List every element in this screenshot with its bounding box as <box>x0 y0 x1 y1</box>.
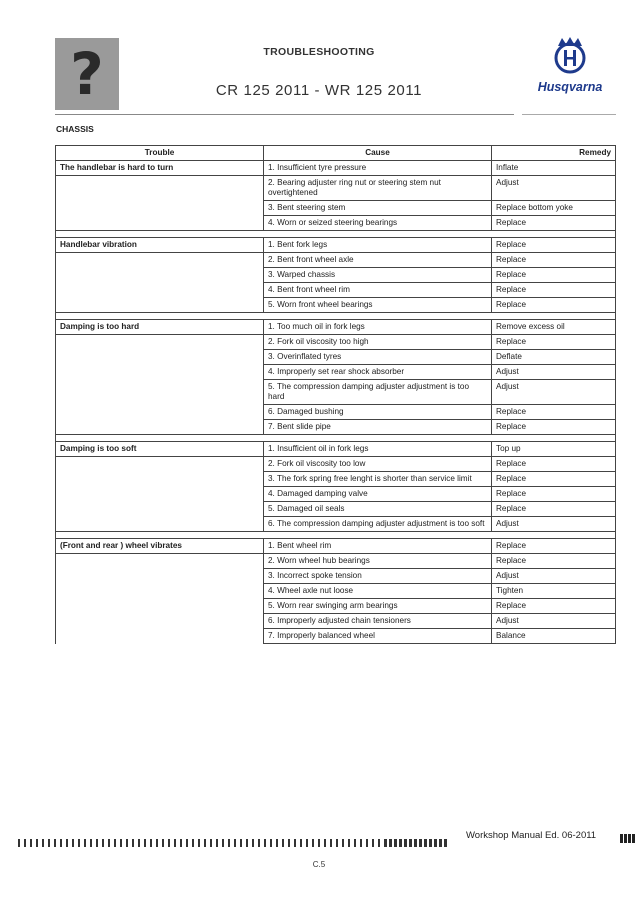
table-row <box>56 614 616 629</box>
trouble-cell <box>56 216 264 231</box>
cause-cell: 3. Overinflated tyres <box>264 350 492 365</box>
cause-cell: 4. Bent front wheel rim <box>264 283 492 298</box>
trouble-cell <box>56 614 264 629</box>
table-row <box>56 457 616 472</box>
trouble-cell <box>56 350 264 365</box>
troubleshooting-table <box>55 145 616 644</box>
trouble-cell: (Front and rear ) wheel vibrates <box>56 539 264 554</box>
remedy-cell: Replace <box>492 405 616 420</box>
table-body <box>56 161 616 644</box>
table-row <box>56 161 616 176</box>
trouble-cell <box>56 335 264 350</box>
cause-cell: 6. The compression damping adjuster adjustment is too soft <box>264 517 492 532</box>
trouble-cell: The handlebar is hard to turn <box>56 161 264 176</box>
cause-cell: 2. Bent front wheel axle <box>264 253 492 268</box>
trouble-cell <box>56 405 264 420</box>
remedy-cell: Adjust <box>492 569 616 584</box>
table-row <box>56 350 616 365</box>
cause-cell: 4. Worn or seized steering bearings <box>264 216 492 231</box>
remedy-cell: Replace <box>492 420 616 435</box>
cause-cell: 2. Fork oil viscosity too low <box>264 457 492 472</box>
cause-cell: 3. The fork spring free lenght is shorter than service limit <box>264 472 492 487</box>
trouble-cell <box>56 201 264 216</box>
cause-cell: 5. The compression damping adjuster adjustment is too hard <box>264 380 492 405</box>
cause-cell: 4. Damaged damping valve <box>264 487 492 502</box>
remedy-cell: Adjust <box>492 176 616 201</box>
table-row <box>56 487 616 502</box>
table-row <box>56 599 616 614</box>
header-remedy: Remedy <box>492 146 616 161</box>
trouble-cell <box>56 472 264 487</box>
trouble-cell <box>56 502 264 517</box>
cause-cell: 5. Worn front wheel bearings <box>264 298 492 313</box>
cause-cell: 5. Worn rear swinging arm bearings <box>264 599 492 614</box>
page-header-title: TROUBLESHOOTING <box>263 46 375 58</box>
remedy-cell: Replace <box>492 298 616 313</box>
table-row <box>56 216 616 231</box>
remedy-cell: Deflate <box>492 350 616 365</box>
cause-cell: 4. Improperly set rear shock absorber <box>264 365 492 380</box>
table-row <box>56 283 616 298</box>
trouble-cell <box>56 365 264 380</box>
remedy-cell: Adjust <box>492 380 616 405</box>
remedy-cell: Tighten <box>492 584 616 599</box>
trouble-cell <box>56 554 264 569</box>
remedy-cell: Replace <box>492 238 616 253</box>
remedy-cell: Replace <box>492 253 616 268</box>
table-row <box>56 365 616 380</box>
brand-name: Husqvarna <box>537 80 603 94</box>
table-row <box>56 201 616 216</box>
trouble-cell: Handlebar vibration <box>56 238 264 253</box>
header-divider-right <box>522 114 616 115</box>
remedy-cell: Replace <box>492 335 616 350</box>
table-row <box>56 472 616 487</box>
footer-manual: Workshop Manual Ed. 06-2011 <box>466 830 597 841</box>
trouble-cell <box>56 268 264 283</box>
remedy-cell: Adjust <box>492 517 616 532</box>
table-row <box>56 539 616 554</box>
table-row <box>56 335 616 350</box>
trouble-cell <box>56 253 264 268</box>
table-row <box>56 380 616 405</box>
cause-cell: 6. Damaged bushing <box>264 405 492 420</box>
cause-cell: 1. Insufficient tyre pressure <box>264 161 492 176</box>
table-row <box>56 176 616 201</box>
table-row <box>56 584 616 599</box>
header-cause: Cause <box>264 146 492 161</box>
remedy-cell: Replace <box>492 216 616 231</box>
cause-cell: 1. Bent fork legs <box>264 238 492 253</box>
remedy-cell: Adjust <box>492 365 616 380</box>
cause-cell: 2. Worn wheel hub bearings <box>264 554 492 569</box>
remedy-cell: Replace <box>492 539 616 554</box>
remedy-cell: Adjust <box>492 614 616 629</box>
remedy-cell: Replace bottom yoke <box>492 201 616 216</box>
table-row <box>56 238 616 253</box>
table-row <box>56 502 616 517</box>
table-row <box>56 420 616 435</box>
trouble-cell <box>56 176 264 201</box>
trouble-cell <box>56 283 264 298</box>
table-row <box>56 442 616 457</box>
model-title: CR 125 2011 - WR 125 2011 <box>215 82 423 99</box>
group-separator <box>56 231 616 238</box>
cause-cell: 4. Wheel axle nut loose <box>264 584 492 599</box>
trouble-cell: Damping is too hard <box>56 320 264 335</box>
remedy-cell: Remove excess oil <box>492 320 616 335</box>
table-row <box>56 298 616 313</box>
trouble-cell <box>56 629 264 644</box>
page-number: C.5 <box>312 860 326 869</box>
cause-cell: 2. Fork oil viscosity too high <box>264 335 492 350</box>
trouble-cell <box>56 584 264 599</box>
remedy-cell: Replace <box>492 472 616 487</box>
group-separator <box>56 313 616 320</box>
table-row <box>56 253 616 268</box>
group-separator <box>56 435 616 442</box>
trouble-cell <box>56 517 264 532</box>
trouble-cell <box>56 457 264 472</box>
remedy-cell: Balance <box>492 629 616 644</box>
remedy-cell: Replace <box>492 554 616 569</box>
trouble-cell <box>56 420 264 435</box>
table-row <box>56 629 616 644</box>
cause-cell: 2. Bearing adjuster ring nut or steering stem nut overtightened <box>264 176 492 201</box>
trouble-cell <box>56 380 264 405</box>
table-row <box>56 517 616 532</box>
group-separator <box>56 532 616 539</box>
cause-cell: 7. Bent slide pipe <box>264 420 492 435</box>
trouble-cell <box>56 569 264 584</box>
cause-cell: 6. Improperly adjusted chain tensioners <box>264 614 492 629</box>
cause-cell: 1. Insufficient oil in fork legs <box>264 442 492 457</box>
remedy-cell: Replace <box>492 457 616 472</box>
table-row <box>56 268 616 283</box>
footer-bar <box>18 829 458 839</box>
header-divider <box>55 114 514 115</box>
crown-h-icon <box>544 36 596 78</box>
cause-cell: 1. Too much oil in fork legs <box>264 320 492 335</box>
remedy-cell: Replace <box>492 268 616 283</box>
remedy-cell: Replace <box>492 502 616 517</box>
remedy-cell: Replace <box>492 283 616 298</box>
trouble-cell: Damping is too soft <box>56 442 264 457</box>
remedy-cell: Inflate <box>492 161 616 176</box>
cause-cell: 3. Bent steering stem <box>264 201 492 216</box>
question-mark-icon: ? <box>55 38 119 110</box>
table-row <box>56 320 616 335</box>
cause-cell: 5. Damaged oil seals <box>264 502 492 517</box>
table-row <box>56 405 616 420</box>
cause-cell: 7. Improperly balanced wheel <box>264 629 492 644</box>
husqvarna-logo <box>526 36 614 100</box>
trouble-cell <box>56 599 264 614</box>
cause-cell: 3. Warped chassis <box>264 268 492 283</box>
cause-cell: 3. Incorrect spoke tension <box>264 569 492 584</box>
remedy-cell: Replace <box>492 599 616 614</box>
trouble-cell <box>56 298 264 313</box>
table-header-row <box>56 146 616 161</box>
footer-blocks <box>620 830 636 848</box>
cause-cell: 1. Bent wheel rim <box>264 539 492 554</box>
table-row <box>56 554 616 569</box>
header-trouble: Trouble <box>56 146 264 161</box>
trouble-cell <box>56 487 264 502</box>
remedy-cell: Top up <box>492 442 616 457</box>
remedy-cell: Replace <box>492 487 616 502</box>
table-row <box>56 569 616 584</box>
section-title: CHASSIS <box>56 124 94 134</box>
